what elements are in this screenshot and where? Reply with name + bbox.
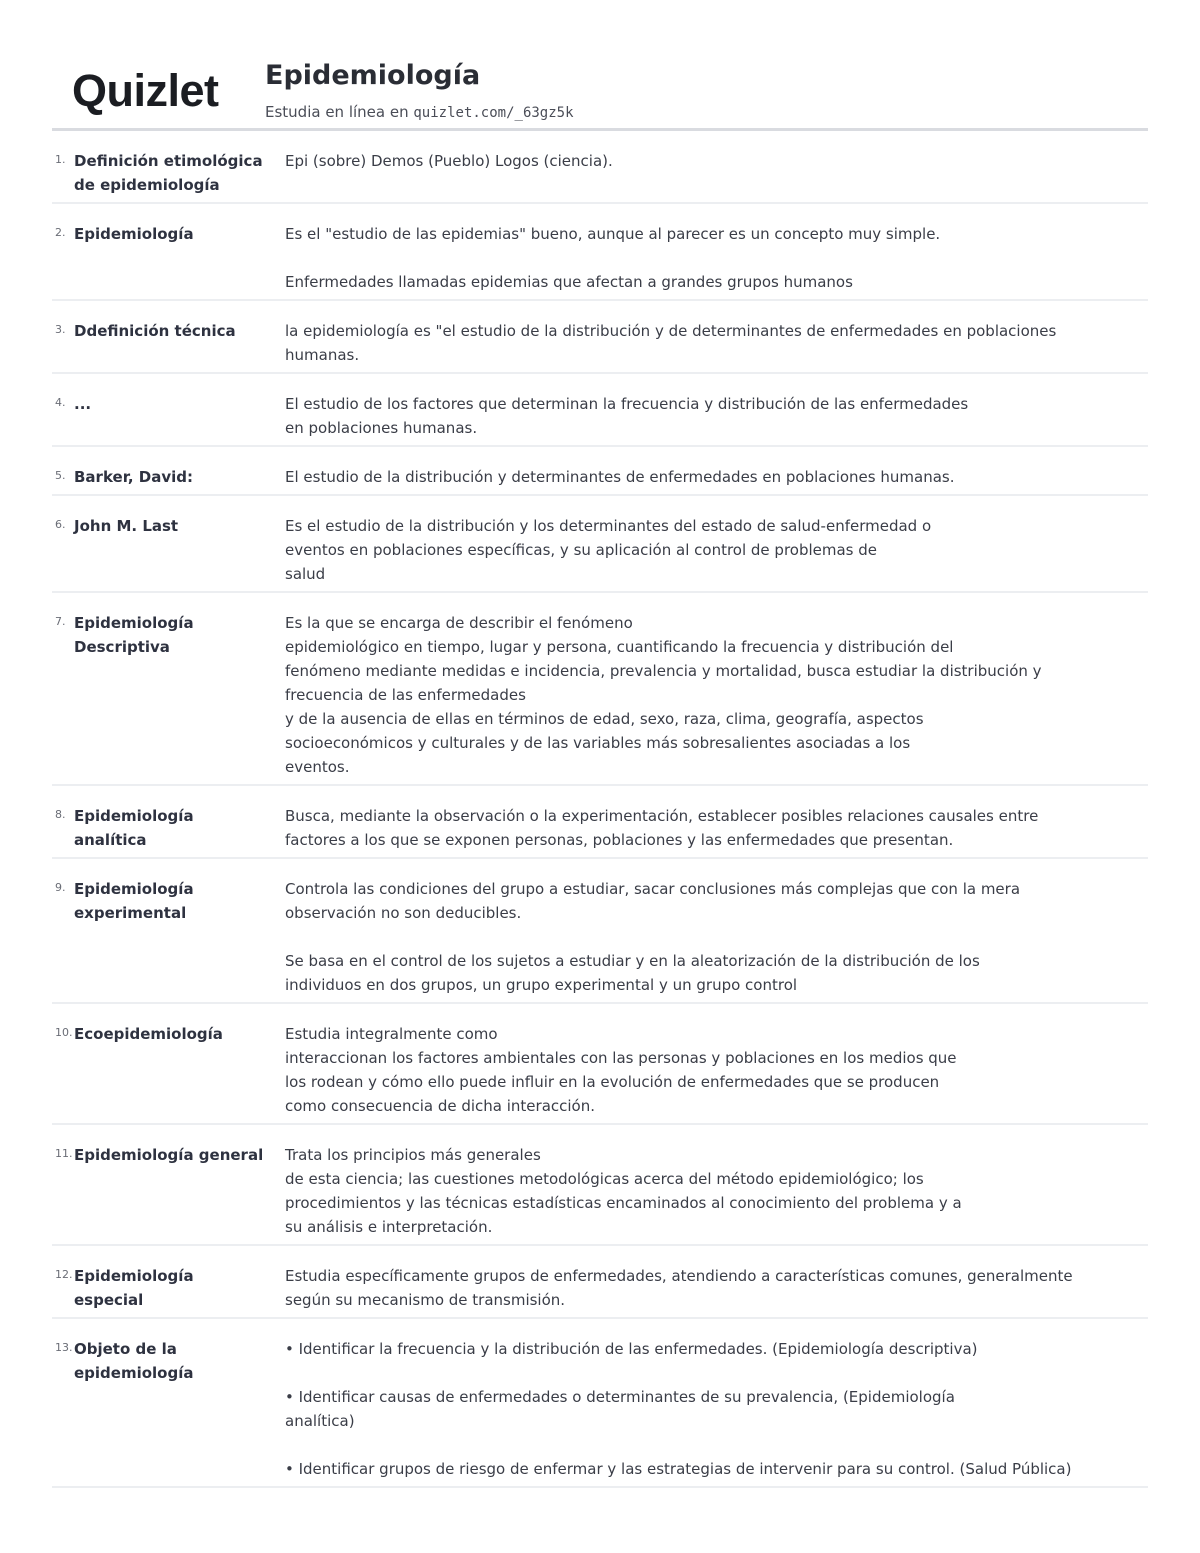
study-url-link[interactable]: quizlet.com/_63gz5k — [413, 105, 574, 121]
list-item — [52, 204, 1148, 301]
card-definition: Estudia integralmente como interaccionan los factores ambientales con las personas y poblaciones en los medios que los rodean y cómo ello puede influir en la evolución de enfermedades que se producen como consecuencia de dicha interacción. — [285, 1025, 957, 1115]
header — [52, 0, 1148, 131]
card-definition: Es la que se encarga de describir el fenómeno epidemiológico en tiempo, lugar y persona, cuantificando la frecuencia y distribución del fenómeno mediante medidas e incidencia, prevalencia y mortalidad, busca estudiar la distribución y frecuencia de las enfermedades y de la ausencia de ellas en términos de edad, sexo, raza, clima, geografía, aspectos socioeconómicos y culturales y de las variables más sobresalientes asociadas a los eventos. — [285, 614, 1042, 776]
list-item — [52, 1125, 1148, 1246]
card-definition: Es el estudio de la distribución y los determinantes del estado de salud-enfermedad o eventos en poblaciones específicas, y su aplicación al control de problemas de salud — [285, 517, 932, 583]
card-term: Barker, David: — [74, 468, 194, 486]
card-number: 7. — [55, 615, 66, 628]
quizlet-logo[interactable]: Quizlet — [72, 65, 219, 116]
card-number: 1. — [55, 153, 66, 166]
card-definition: Epi (sobre) Demos (Pueblo) Logos (ciencia). — [285, 152, 613, 170]
subtitle-prefix: Estudia en línea en — [265, 103, 414, 121]
card-number: 9. — [55, 881, 66, 894]
card-term: ... — [74, 395, 92, 413]
card-definition: Estudia específicamente grupos de enfermedades, atendiendo a características comunes, generalmente según su mecanismo de transmisión. — [285, 1267, 1073, 1309]
list-item — [52, 786, 1148, 859]
card-definition: Busca, mediante la observación o la experimentación, establecer posibles relaciones causales entre factores a los que se exponen personas, poblaciones y las enfermedades que presentan. — [285, 807, 1039, 849]
card-term: Epidemiología general — [74, 1146, 264, 1164]
card-term: Epidemiología experimental — [74, 880, 194, 922]
card-number: 6. — [55, 518, 66, 531]
subtitle — [265, 101, 574, 124]
list-item — [52, 1004, 1148, 1125]
card-list — [52, 131, 1148, 1488]
card-definition: la epidemiología es "el estudio de la distribución y de determinantes de enfermedades en poblaciones humanas. — [285, 322, 1057, 364]
card-term: Objeto de la epidemiología — [74, 1340, 194, 1382]
list-item — [52, 1319, 1148, 1488]
list-item — [52, 859, 1148, 1004]
list-item — [52, 496, 1148, 593]
card-number: 13. — [55, 1341, 73, 1354]
card-number: 4. — [55, 396, 66, 409]
card-number: 11. — [55, 1147, 73, 1160]
card-number: 12. — [55, 1268, 73, 1281]
list-item — [52, 1246, 1148, 1319]
list-item — [52, 301, 1148, 374]
card-definition: • Identificar la frecuencia y la distribución de las enfermedades. (Epidemiología descriptiva) • Identificar causas de enfermedades o determinantes de su prevalencia, (Epidemiología analítica) • Identificar grupos de riesgo de enfermar y las estrategias de intervenir para su control. (Salud Pública) — [285, 1340, 1072, 1478]
card-term: Ecoepidemiología — [74, 1025, 223, 1043]
card-definition: El estudio de los factores que determinan la frecuencia y distribución de las enfermedades en poblaciones humanas. — [285, 395, 969, 437]
card-number: 2. — [55, 226, 66, 239]
list-item — [52, 593, 1148, 786]
card-number: 10. — [55, 1026, 73, 1039]
card-term: Epidemiología especial — [74, 1267, 194, 1309]
card-number: 3. — [55, 323, 66, 336]
card-term: Definición etimológica de epidemiología — [74, 152, 263, 194]
card-definition: Trata los principios más generales de esta ciencia; las cuestiones metodológicas acerca del método epidemiológico; los procedimientos y las técnicas estadísticas encaminados al conocimiento del problema y a su análisis e interpretación. — [285, 1146, 962, 1236]
card-term: Epidemiología analítica — [74, 807, 194, 849]
card-term: Epidemiología — [74, 225, 194, 243]
list-item — [52, 374, 1148, 447]
card-definition: Es el "estudio de las epidemias" bueno, aunque al parecer es un concepto muy simple. Enfermedades llamadas epidemias que afectan a grandes grupos humanos — [285, 225, 941, 291]
list-item — [52, 447, 1148, 496]
card-definition: Controla las condiciones del grupo a estudiar, sacar conclusiones más complejas que con la mera observación no son deducibles. Se basa en el control de los sujetos a estudiar y en la aleatorización de la distribución de los individuos en dos grupos, un grupo experimental y un grupo control — [285, 880, 1021, 994]
page-title: Epidemiología — [265, 60, 481, 91]
list-item — [52, 131, 1148, 204]
page — [52, 0, 1148, 1488]
card-number: 5. — [55, 469, 66, 482]
card-term: Ddefinición técnica — [74, 322, 236, 340]
card-number: 8. — [55, 808, 66, 821]
card-term: Epidemiología Descriptiva — [74, 614, 194, 656]
card-definition: El estudio de la distribución y determinantes de enfermedades en poblaciones humanas. — [285, 468, 955, 486]
card-term: John M. Last — [74, 517, 179, 535]
